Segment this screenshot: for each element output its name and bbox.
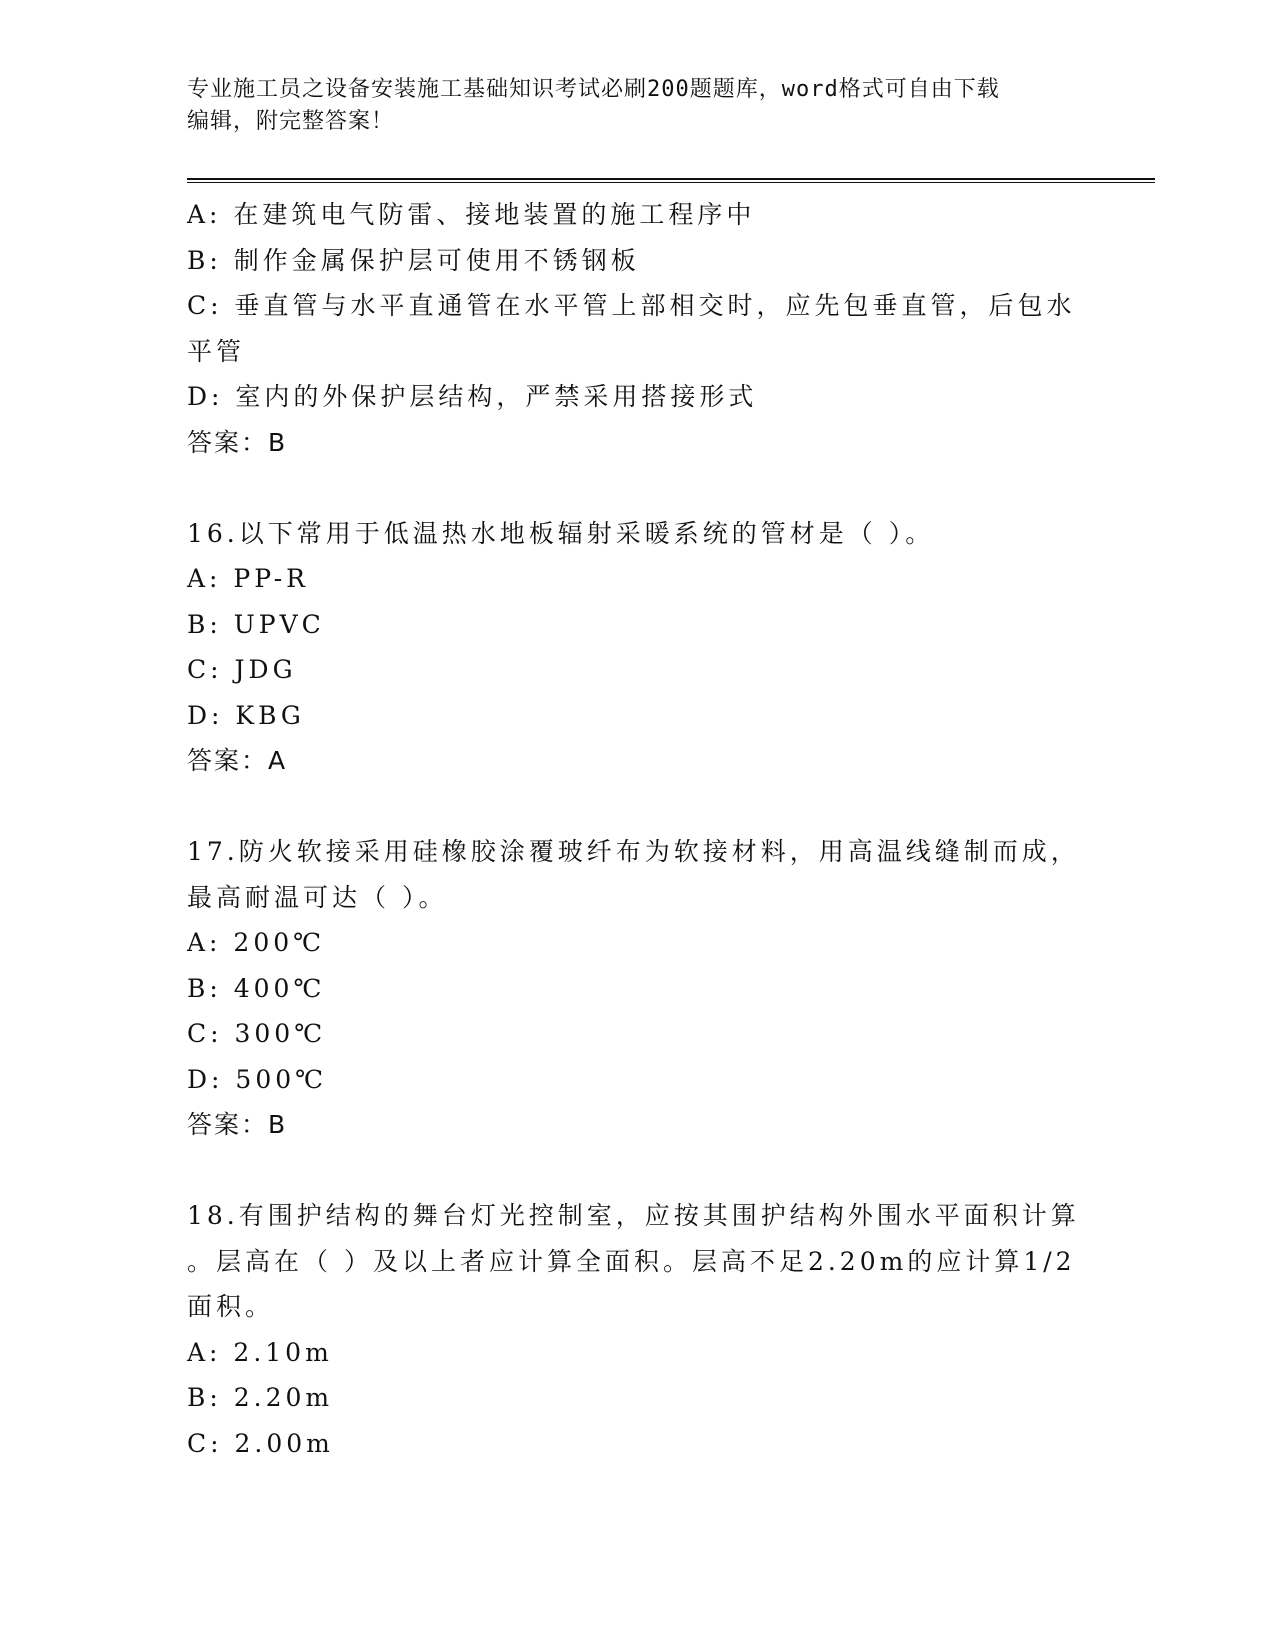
question-18 — [187, 1193, 1087, 1466]
option-b: B: UPVC — [187, 609, 325, 639]
header-line-1: 专业施工员之设备安装施工基础知识考试必刷200题题库，word格式可自由下载 — [187, 77, 1000, 102]
answer: 答案：B — [187, 1110, 288, 1139]
question-16 — [187, 511, 1087, 784]
option-d: D: 室内的外保护层结构，严禁采用搭接形式 — [187, 382, 758, 411]
question-stem-continued: 。层高在（ ）及以上者应计算全面积。层高不足2.20m的应计算1/2 — [187, 1246, 1076, 1276]
question-17 — [187, 829, 1087, 1148]
spacer — [187, 1148, 1087, 1194]
header-line-2: 编辑，附完整答案！ — [187, 109, 395, 134]
option-b: B: 制作金属保护层可使用不锈钢板 — [187, 245, 640, 275]
question-stem: 18.有围护结构的舞台灯光控制室，应按其围护结构外围水平面积计算 — [187, 1201, 1080, 1230]
page-header — [187, 74, 1087, 138]
option-c: C: 300℃ — [187, 1019, 327, 1048]
option-c: C: 2.00m — [187, 1428, 334, 1458]
option-c: C: 垂直管与水平直通管在水平管上部相交时，应先包垂直管，后包水 — [187, 291, 1076, 320]
question-stem: 16.以下常用于低温热水地板辐射采暖系统的管材是（ ）。 — [187, 518, 935, 548]
spacer — [187, 784, 1087, 830]
answer: 答案：A — [187, 746, 288, 775]
option-b: B: 2.20m — [187, 1383, 334, 1412]
option-b: B: 400℃ — [187, 973, 326, 1003]
question-stem-continued: 最高耐温可达（ ）。 — [187, 882, 448, 912]
option-d: D: KBG — [187, 700, 305, 730]
header-divider — [187, 178, 1155, 183]
document-body — [187, 192, 1087, 1466]
spacer — [187, 465, 1087, 511]
option-a: A: 200℃ — [187, 928, 326, 957]
option-d: D: 500℃ — [187, 1064, 328, 1094]
option-c: C: JDG — [187, 655, 297, 684]
option-a: A: 2.10m — [187, 1337, 333, 1367]
option-c-continued: 平管 — [187, 336, 246, 366]
option-a: A: PP-R — [187, 564, 309, 593]
option-a: A: 在建筑电气防雷、接地装置的施工程序中 — [187, 200, 756, 229]
question-stem-continued: 面积。 — [187, 1292, 275, 1321]
question-15 — [187, 192, 1087, 465]
question-stem: 17.防火软接采用硅橡胶涂覆玻纤布为软接材料，用高温线缝制而成， — [187, 837, 1080, 866]
answer: 答案：B — [187, 427, 288, 457]
